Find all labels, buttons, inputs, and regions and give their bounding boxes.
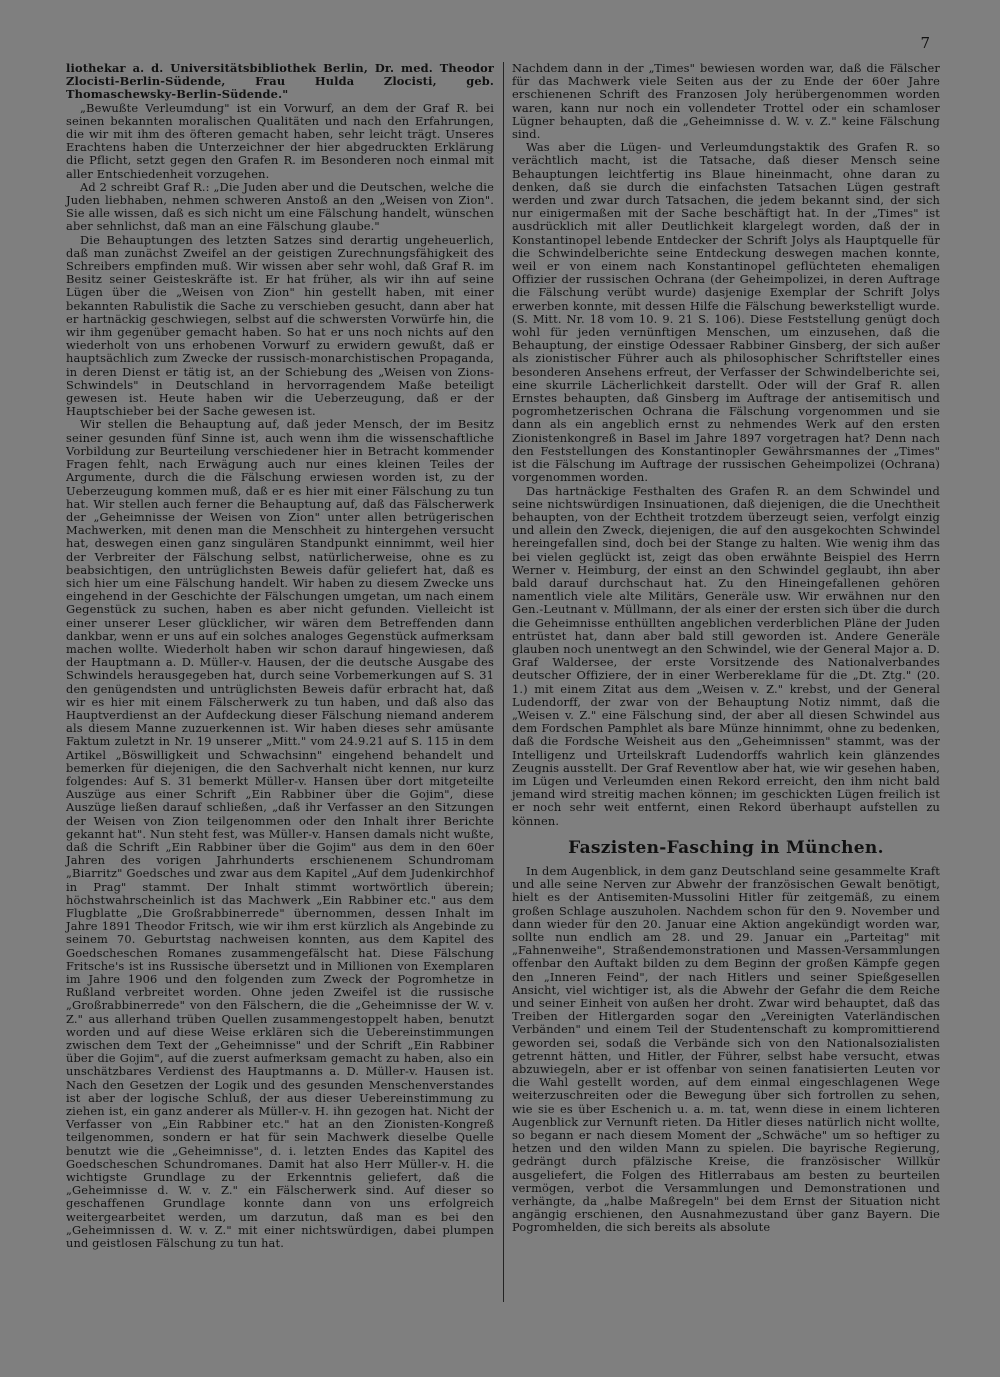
paragraph: Ad 2 schreibt Graf R.: „Die Juden aber und die Deutschen, welche die Juden liebhaben, nehmen schweren Anstoß an den „Weisen von Zion". Sie alle wissen, daß es sich nicht um eine Fälschung handelt, wünschen aber sehnlichst, daß man an eine Fälschung glaube." — [66, 179, 494, 234]
paragraph: „Bewußte Verleumdung" ist ein Vorwurf, an dem der Graf R. bei seinen bekannten moralischen Qualitäten und nach den Erfahrungen, die wir mit ihm des öfteren gemacht haben, sehr leicht trägt. Unseres Erachtens haben die Unterzeichner der hier abgedruckten Erklärung die Pflicht, setzt gegen den Grafen R. im Besonderen noch einmal mit aller Entschiedenheit vorzugehen. — [66, 100, 494, 181]
page-number: 7 — [920, 34, 930, 52]
right-column-bottom-text — [512, 865, 940, 1235]
paragraph: Die Behauptungen des letzten Satzes sind derartig ungeheuerlich, daß man zunächst Zweifel an der geistigen Zurechnungsfähigkeit des Schreibers empfinden muß. Wir wissen aber sehr wohl, daß Graf R. im Besitz seiner Geisteskräfte ist. Er hat früher, als wir ihn auf seine Lügen über die „Weisen von Zion" hin gestellt haben, mit einer bekannten Rabulistik die Sache zu verschieben gesucht, dann aber hat er hartnäckig geschwiegen, selbst auf die schwersten Vorwürfe hin, die wir ihm gegenüber gemacht haben. So hat er uns noch nichts auf den wiederholt von uns erhobenen Vorwurf zu erwidern gewußt, daß er hauptsächlich zum Zwecke der russisch-monarchistischen Propaganda, in deren Dienst er tätig ist, an der Schiebung des „Weisen von Zions-Schwindels" in Deutschland in hervorragendem Maße beteiligt gewesen ist. Heute haben wir die Ueberzeugung, daß er der Hauptschieber bei der Sache gewesen ist. — [66, 232, 494, 419]
paragraph: Wir stellen die Behauptung auf, daß jeder Mensch, der im Besitz seiner gesunden fünf Sinne ist, auch wenn ihm die wissenschaftliche Vorbildung zur Beurteilung verschiedener hier in Betracht kommender Fragen fehlt, nach Erwägung auch nur eines kleinen Teiles der Argumente, durch die die Fälschung erwiesen worden ist, zu der Ueberzeugung kommen muß, daß er es hier mit einer Fälschung zu tun hat. Wir stellen auch ferner die Behauptung auf, daß das Fälscherwerk der „Geheimnisse der Weisen von Zion" unter allen betrügerischen Machwerken, mit denen man die Menschheit zu hintergehen versucht hat, deswegen einen ganz singulären Standpunkt einnimmt, weil hier der Verbreiter der Fälschung selbst, natürlicherweise, ohne es zu beabsichtigen, den untrüglichsten Beweis dafür geliefert hat, daß es sich hier um eine Fälschung handelt. Wir haben zu diesem Zwecke uns eingehend in der Geschichte der Fälschungen umgetan, um nach einem Gegenstück zu suchen, haben es aber nicht gefunden. Vielleicht ist einer unserer Leser glücklicher, wir wären dem Betreffenden dann dankbar, wenn er uns auf ein solches analoges Gegenstück aufmerksam machen wollte. Wiederholt haben wir schon darauf hingewiesen, daß der Hauptmann a. D. Müller-v. Hausen, der die deutsche Ausgabe des Schwindels herausgegeben hat, durch seine Vorbemerkungen auf S. 31 den genügendsten und untrüglichsten Beweis dafür erbracht hat, daß wir es hier mit einem Fälscherwerk zu tun haben, und daß also das Hauptverdienst an der Aufdeckung dieser Fälschung niemand anderem als diesem Manne zuzuerkennen ist. Wir haben dieses sehr amüsante Faktum zuletzt in Nr. 19 unserer „Mitt." vom 24.9.21 auf S. 115 in dem Artikel „Böswilligkeit und Schwachsinn" eingehend behandelt und bemerken für diejenigen, die den Sachverhalt nicht kennen, nur kurz folgendes: Auf S. 31 bemerkt Müller-v. Hansen über dort mitgeteilte Auszüge aus einer Schrift „Ein Rabbiner über die Gojim", diese Auszüge ließen darauf schließen, „daß ihr Verfasser an den Sitzungen der Weisen von Zion teilgenommen oder den Inhalt ihrer Berichte gekannt hat". Nun steht fest, was Müller-v. Hansen damals nicht wußte, daß die Schrift „Ein Rabbiner über die Gojim" aus dem in den 60er Jahren des vorigen Jahrhunderts erschienenem Schundromam „Biarritz" Goedsches und zwar aus dem Kapitel „Auf dem Judenkirchhof in Prag" stammt. Der Inhalt stimmt wortwörtlich überein; höchstwahrscheinlich ist das Machwerk „Ein Rabbiner etc." aus dem Flugblatte „Die Großrabbinerrede" übernommen, dessen Inhalt im Jahre 1891 Theodor Fritsch, wie wir ihm erst kürzlich als Angebinde zu seinem 70. Geburtstag nachweisen konnten, aus dem Kapitel des Goedscheschen Romanes zusammengefälscht hat. Diese Fälschung Fritsche's ist ins Russische übersetzt und in Millionen von Exemplaren im Jahre 1906 und den folgenden zum Zweck der Pogromhetze in Rußland verbreitet worden. Ohne jeden Zweifel ist die russische „Großrabbinerrede" von den Fälschern, die die „Geheimnisse der W. v. Z." aus allerhand trüben Quellen zusammengestoppelt haben, benutzt worden und auf diese Weise erklären sich die Uebereinstimmungen zwischen dem Text der „Geheimnisse" und der Schrift „Ein Rabbiner über die Gojim", auf die zuerst aufmerksam gemacht zu haben, also ein unschätzbares Verdienst des Hauptmanns a. D. Müller-v. Hausen ist. Nach den Gesetzen der Logik und des gesunden Menschenverstandes ist aber der logische Schluß, der aus dieser Uebereinstimmung zu ziehen ist, ein ganz anderer als Müller-v. H. ihn gezogen hat. Nicht der Verfasser von „Ein Rabbiner etc." hat an den Zionisten-Kongreß teilgenommen, sondern er hat für sein Machwerk dieselbe Quelle benutzt wie die „Geheimnisse", d. i. letzten Endes das Kapitel des Goedscheschen Schundromanes. Damit hat also Herr Müller-v. H. die wichtigste Grundlage zu der Erkenntnis geliefert, daß die „Geheimnisse d. W. v. Z." ein Fälscherwerk sind. Auf dieser so geschaffenen Grundlage konnte dann von uns erfolgreich weitergearbeitet werden, um darzutun, daß man es bei den „Geheimnissen d. W. v. Z." mit einer nichtswürdigen, dabei plumpen und geistlosen Fälschung zu tun hat. — [66, 417, 494, 1251]
right-column-top-text — [512, 62, 940, 828]
paragraph: Nachdem dann in der „Times" bewiesen worden war, daß die Fälscher für das Machwerk viele Seiten aus der zu Ende der 60er Jahre erschienenen Schrift des Franzosen Joly herübergenommen worden waren, kann nur noch ein vollendeter Trottel oder ein schamloser Lügner behaupten, daß die „Geheimnisse d. W. v. Z." keine Fälschung sind. — [512, 61, 940, 142]
paragraph: Was aber die Lügen- und Verleumdungstaktik des Grafen R. so verächtlich macht, ist die Tatsache, daß dieser Mensch seine Behauptungen leichtfertig ins Blaue hineinmacht, ohne daran zu denken, daß sie durch die einfachsten Tatsachen Lügen gestraft werden und zwar durch Tatsachen, die jedem bekannt sind, der sich nur einigermaßen mit der Sache beschäftigt hat. In der „Times" ist ausdrücklich mit aller Deutlichkeit klargelegt worden, daß der in Konstantinopel lebende Entdecker der Schrift Jolys als Hauptquelle für die Schwindelberichte seine Entdeckung deswegen machen konnte, weil er von einem nach Konstantinopel geflüchteten ehemaligen Offizier der russischen Ochrana (der Geheimpolizei, in deren Auftrage die Fälschung verübt wurde) dasjenige Exemplar der Schrift Jolys erwerben konnte, mit dessen Hilfe die Fälschung bewerkstelligt wurde. (S. Mitt. Nr. 18 vom 10. 9. 21 S. 106). Diese Feststellung genügt doch wohl für jeden vernünftigen Menschen, um einzusehen, daß die Behauptung, der einstige Odessaer Rabbiner Ginsberg, der sich außer als zionistischer Führer auch als philosophischer Schriftsteller eines besonderen Ansehens erfreut, der Verfasser der Schwindelberichte sei, eine skurrile Lächerlichkeit darstellt. Oder will der Graf R. allen Ernstes behaupten, daß Ginsberg im Auftrage der antisemitisch und pogromhetzerischen Ochrana die Fälschung vorgenommen und sie dann als ein angeblich ernst zu nehmendes Werk auf den ersten Zionistenkongreß in Basel im Jahre 1897 vorgetragen hat? Denn nach den Feststellungen des Konstantinopler Gewährsmannes der „Times" ist die Fälschung im Auftrage der russischen Geheimpolizei (Ochrana) vorgenommen worden. — [512, 140, 940, 485]
paragraph: liothekar a. d. Universitätsbibliothek Berlin, Dr. med. Theodor Zlocisti-Berlin-Südende, Frau Hulda Zlocisti, geb. Thomaschewsky-Berlin-Südende." — [66, 61, 494, 102]
right-column — [512, 62, 940, 1235]
paragraph: In dem Augenblick, in dem ganz Deutschland seine gesammelte Kraft und alle seine Nerven zur Abwehr der französischen Gewalt benötigt, hielt es der Antisemiten-Mussolini Hitler für zeitgemäß, zu einem großen Schlage auszuholen. Nachdem schon für den 9. November und dann wieder für den 20. Januar eine Aktion angekündigt worden war, sollte nun endlich am 28. und 29. Januar ein „Parteitag" mit „Fahnenweihe", Straßendemonstrationen und Massen-Versammlungen offenbar den Auftakt bilden zu dem Beginn der großen Kämpfe gegen den „Inneren Feind", der nach Hitlers und seiner Spießgesellen Ansicht, viel wichtiger ist, als die Abwehr der Gefahr die dem Reiche und seiner Einheit von außen her droht. Zwar wird behauptet, daß das Treiben der Hitlergarden sogar den „Vereinigten Vaterländischen Verbänden" und einem Teil der Studentenschaft zu kompromittierend geworden sei, sodaß die Verbände sich von den Nationalsozialisten getrennt hätten, und Hitler, der Führer, selbst habe versucht, etwas abzuwiegeln, aber er ist offenbar von seinen fanatisierten Leuten vor die Wahl gestellt worden, auf dem einmal eingeschlagenen Wege weiterzuschreiten oder die Bewegung über sich fortrollen zu sehen, wie sie es über Eschenich u. a. m. tat, wenn diese in einem lichteren Augenblick zur Vernunft rieten. Da Hitler dieses natürlich nicht wollte, so begann er nach diesem Moment der „Schwäche" um so heftiger zu hetzen und den wilden Mann zu spielen. Die bayrische Regierung, gedrängt durch pfälzische Kreise, die französischer Willkür ausgeliefert, die Folgen des Hitlerrabaus am besten zu beurteilen vermögen, verbot die Versammlungen und Demonstrationen und verhängte, da „halbe Maßregeln" bei dem Ernst der Situation nicht angängig erschienen, den Ausnahmezustand über ganz Bayern. Die Pogromhelden, die sich bereits als absolute — [512, 863, 940, 1235]
paragraph: Das hartnäckige Festhalten des Grafen R. an dem Schwindel und seine nichtswürdigen Insinuationen, daß diejenigen, die die Unechtheit behaupten, von der Echtheit trotzdem überzeugt seien, verfolgt einzig und allein den Zweck, diejenigen, die auf den ausgekochten Schwindel hereingefallen sind, doch bei der Stange zu halten. Wie wenig ihm das bei vielen geglückt ist, zeigt das oben erwähnte Beispiel des Herrn Werner v. Heimburg, der einst an den Schwindel geglaubt, ihn aber bald darauf durchschaut hat. Zu den Hineingefallenen gehören namentlich viele alte Militärs, Generäle usw. Wir erwähnen nur den Gen.-Leutnant v. Müllmann, der als einer der ersten sich über die durch die Geheimnisse enthüllten angeblichen verderblichen Pläne der Juden entrüstet hat, dann aber bald still geworden ist. Andere Generäle glauben noch unentwegt an den Schwindel, wie der General Major a. D. Graf Waldersee, der erste Vorsitzende des Nationalverbandes deutscher Offiziere, der in einer Werbereklame für die „Dt. Ztg." (20. 1.) mit einem Zitat aus dem „Weisen v. Z." krebst, und der General Ludendorff, der zwar von der Behauptung Notiz nimmt, daß die „Weisen v. Z." eine Fälschung sind, der aber all diesen Schwindel aus dem Fordschen Pamphlet als bare Münze hinnimmt, ohne zu bedenken, daß die Fordsche Weisheit aus den „Geheimnissen" stammt, was der Intelligenz und Urteilskraft Ludendorffs wahrlich kein glänzendes Zeugnis ausstellt. Der Graf Reventlow aber hat, wie wir gesehen haben, im Lügen und Verleumden einen Rekord erreicht, den ihm nicht bald jemand wird streitig machen können; im geschickten Lügen freilich ist er noch sehr weit entfernt, einen Rekord überhaupt aufstellen zu können. — [512, 483, 940, 828]
left-column — [66, 62, 494, 1250]
column-divider — [503, 62, 504, 1302]
article-heading: Faszisten-Fasching in München. — [568, 837, 884, 858]
